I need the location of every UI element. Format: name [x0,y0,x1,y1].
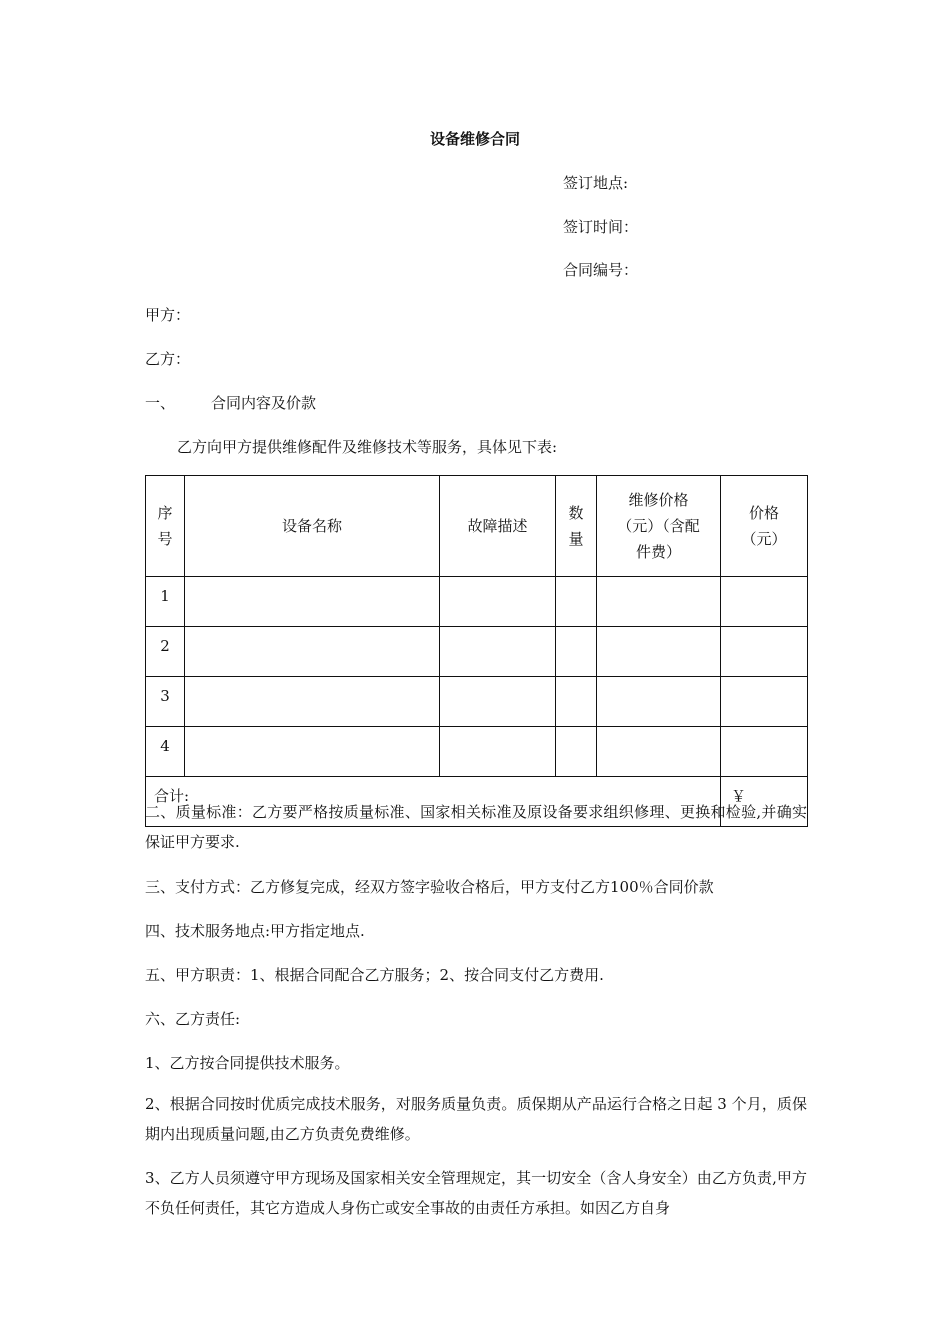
cell-device-name [185,627,440,677]
clause-party-b-heading: 六、乙方责任: [145,1010,241,1028]
cell-qty [556,627,597,677]
row-number: 4 [146,727,185,777]
cell-price [721,727,808,777]
cell-fault [440,577,556,627]
header-repair-price: 维修价格 （元）（含配 件费） [597,476,721,577]
total-value: ￥ [721,777,808,827]
table-header-row [146,476,808,577]
cell-fault [440,677,556,727]
total-label: 合计: [146,777,721,827]
header-seq: 序 号 [146,476,185,577]
table-row [146,627,808,677]
document-title: 设备维修合同 [429,130,520,148]
clause-quality-standard: 二、质量标准：乙方要严格按质量标准、国家相关标准及原设备要求组织修理、更换和检验,并确实保证甲方要求. [145,803,807,851]
table-row [146,677,808,727]
clause-party-b-item-3: 3、乙方人员须遵守甲方现场及国家相关安全管理规定，其一切安全（含人身安全）由乙方负责,甲方不负任何责任，其它方造成人身伤亡或安全事故的由责任方承担。如因乙方自身 [145,1169,807,1217]
table-row [146,577,808,627]
header-price: 价格 （元） [721,476,808,577]
table-row [146,727,808,777]
cell-repair-price [597,577,721,627]
party-a: 甲方： [145,306,191,324]
clause-payment: 三、支付方式：乙方修复完成，经双方签字验收合格后，甲方支付乙方100％合同价款 [145,878,714,896]
row-number: 2 [146,627,185,677]
section-1-number: 一、 [145,394,176,412]
header-fault-description: 故障描述 [440,476,556,577]
clause-service-location: 四、技术服务地点:甲方指定地点. [145,922,365,940]
cell-device-name [185,727,440,777]
cell-price [721,677,808,727]
service-table [145,475,808,827]
header-device-name: 设备名称 [185,476,440,577]
cell-qty [556,577,597,627]
cell-repair-price [597,727,721,777]
cell-fault [440,727,556,777]
cell-repair-price [597,627,721,677]
cell-device-name [185,677,440,727]
cell-qty [556,727,597,777]
clause-party-a-duties: 五、甲方职责：1、根据合同配合乙方服务；2、按合同支付乙方费用. [145,966,604,984]
cell-repair-price [597,677,721,727]
sign-time: 签订时间： [563,218,639,236]
cell-price [721,627,808,677]
party-b: 乙方： [145,350,191,368]
cell-fault [440,627,556,677]
cell-qty [556,677,597,727]
section-1-intro: 乙方向甲方提供维修配件及维修技术等服务，具体见下表: [177,438,558,456]
contract-number: 合同编号： [563,261,639,279]
sign-place: 签订地点: [563,174,629,192]
clause-party-b-item-2: 2、根据合同按时优质完成技术服务，对服务质量负责。质保期从产品运行合格之日起 3 个月，质保期内出现质量问题,由乙方负责免费维修。 [145,1095,807,1143]
row-number: 1 [146,577,185,627]
header-quantity: 数 量 [556,476,597,577]
cell-device-name [185,577,440,627]
section-1-title: 合同内容及价款 [211,394,317,412]
clause-party-b-item-1: 1、乙方按合同提供技术服务。 [145,1054,350,1072]
section-1-heading [145,392,316,413]
cell-price [721,577,808,627]
row-number: 3 [146,677,185,727]
